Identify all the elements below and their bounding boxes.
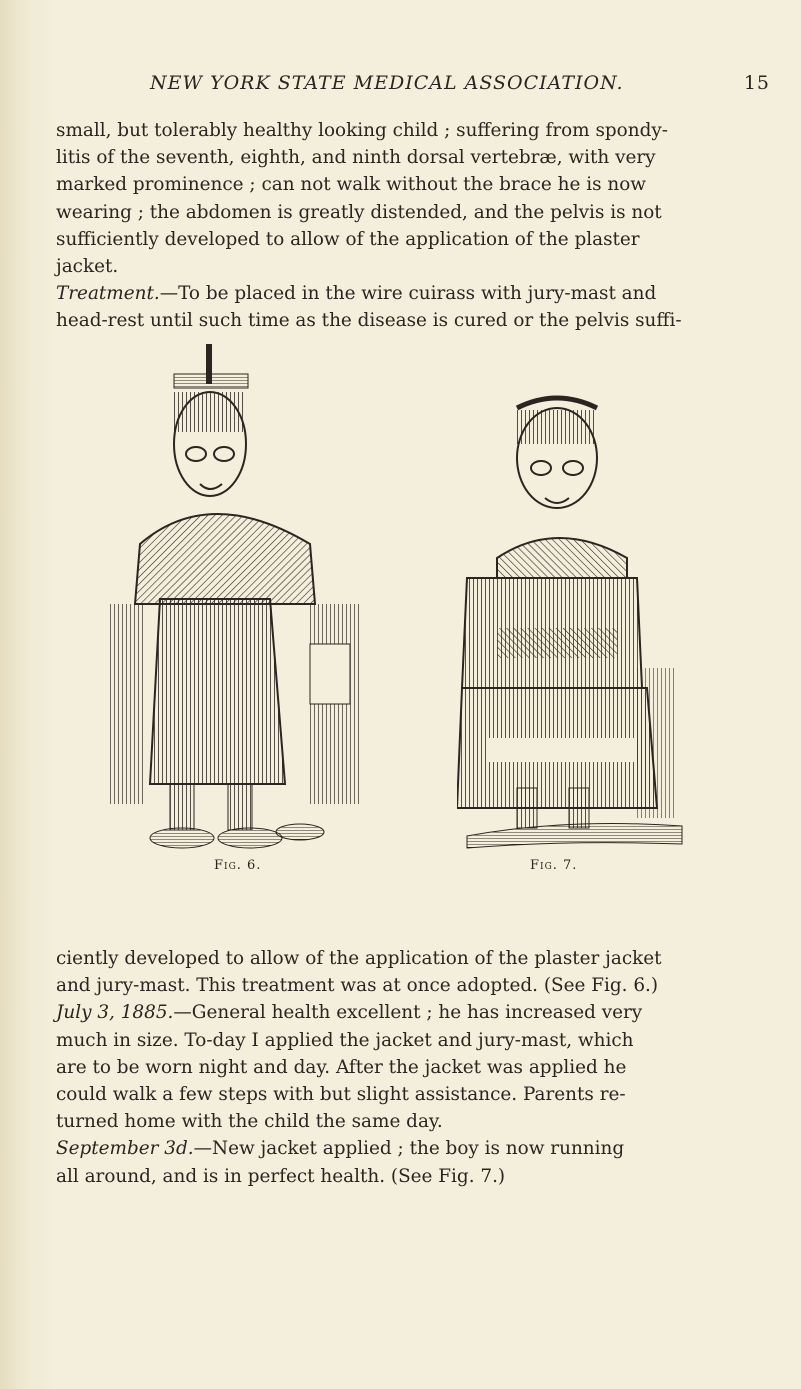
text-line: litis of the seventh, eighth, and ninth dorsal vertebræ, with very bbox=[56, 147, 656, 169]
figure-7-caption: Fig. 7. bbox=[530, 858, 578, 873]
figure-6-engraving bbox=[110, 344, 365, 852]
text-line: could walk a few steps with but slight assistance. Parents re- bbox=[56, 1084, 626, 1106]
figure-7-engraving bbox=[457, 388, 687, 852]
text-line: jacket. bbox=[56, 256, 119, 278]
figure-6-illustration bbox=[110, 344, 365, 852]
text-block-top bbox=[56, 117, 770, 335]
text-line: and jury-mast. This treatment was at once adopted. (See Fig. 6.) bbox=[56, 975, 659, 997]
treatment-label: Treatment. bbox=[56, 283, 160, 305]
text-line: sufficiently developed to allow of the application of the plaster bbox=[56, 228, 640, 250]
text-line: marked prominence ; can not walk without the brace he is now bbox=[56, 174, 647, 196]
text-line: much in size. To-day I applied the jacket and jury-mast, which bbox=[56, 1029, 634, 1051]
july-date-label: July 3, 1885. bbox=[56, 1002, 174, 1024]
july-entry-text: —General health excellent ; he has increased very bbox=[173, 1002, 643, 1024]
text-line: all around, and is in perfect health. (See Fig. 7.) bbox=[56, 1165, 506, 1187]
treatment-text: —To be placed in the wire cuirass with jury-mast and bbox=[159, 283, 657, 305]
text-line: turned home with the child the same day. bbox=[56, 1111, 443, 1133]
text-line: are to be worn night and day. After the jacket was applied he bbox=[56, 1056, 627, 1078]
figure-7-illustration bbox=[457, 388, 687, 852]
text-line: head-rest until such time as the disease is cured or the pelvis suffi- bbox=[56, 310, 682, 332]
text-block-bottom bbox=[56, 945, 770, 1190]
text-line: wearing ; the abdomen is greatly distended, and the pelvis is not bbox=[56, 201, 662, 223]
september-entry-text: —New jacket applied ; the boy is now running bbox=[193, 1138, 625, 1160]
september-date-label: September 3d. bbox=[56, 1138, 194, 1160]
running-head-title: NEW YORK STATE MEDICAL ASSOCIATION. bbox=[150, 72, 624, 94]
september-entry-line bbox=[56, 1135, 770, 1162]
treatment-line bbox=[56, 280, 770, 307]
july-entry-line bbox=[56, 999, 770, 1026]
page-number: 15 bbox=[743, 72, 770, 94]
text-line: ciently developed to allow of the application of the plaster jacket bbox=[56, 948, 662, 969]
text-line: small, but tolerably healthy looking child ; suffering from spondy- bbox=[56, 120, 668, 141]
figure-6-caption: Fig. 6. bbox=[214, 858, 262, 873]
